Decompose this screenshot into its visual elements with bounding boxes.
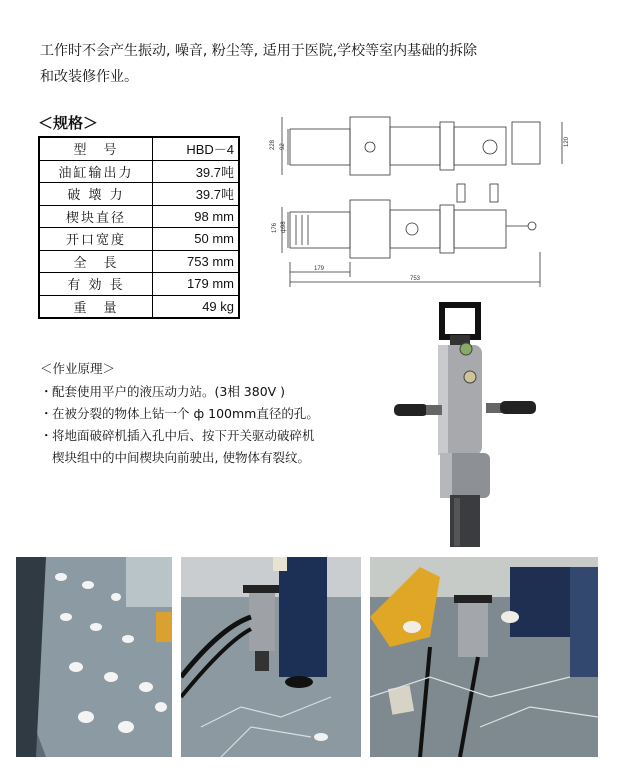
principle-section — [40, 358, 370, 469]
dim-outer-diameter: 176 — [272, 222, 278, 233]
dim-total-height: 228 — [270, 139, 276, 150]
principle-heading: ＜作业原理＞ — [40, 361, 116, 376]
spec-value: 50 mm — [153, 228, 240, 251]
dim-inner-height: 92 — [280, 143, 286, 150]
splitter-photo — [390, 295, 540, 550]
spec-row — [39, 183, 239, 206]
principle-item: ・ 在被分裂的物体上钻一个 ф 100mm直径的孔。 — [40, 403, 370, 425]
spec-row — [39, 295, 239, 318]
dim-wedge-diameter: ф98 — [281, 221, 287, 233]
spec-label: 有 効 長 — [39, 273, 153, 296]
dim-right-height: 120 — [564, 136, 570, 147]
spec-value: 753 mm — [153, 250, 240, 273]
spec-label: 重 量 — [39, 295, 153, 318]
spec-value: 179 mm — [153, 273, 240, 296]
spec-label: 油缸输出力 — [39, 160, 153, 183]
dim-total-length: 753 — [410, 276, 421, 282]
intro-line-1: 工作时不会产生振动, 噪音, 粉尘等, 适用于医院,学校等室内基础的拆除 — [40, 43, 478, 59]
spec-value: 39.7吨 — [153, 183, 240, 206]
bullet-icon: ・ — [40, 384, 53, 399]
principle-item: ・ 配套使用平户的液压动力站。(3相 380V ) — [40, 381, 370, 403]
principle-item: ・ 将地面破碎机插入孔中后、按下开关驱动破碎机 — [40, 425, 370, 447]
spec-row — [39, 250, 239, 273]
site-photo-splitting — [370, 557, 598, 757]
intro-line-2: 和改装修作业。 — [40, 69, 138, 85]
spec-value: 98 mm — [153, 205, 240, 228]
spec-row — [39, 160, 239, 183]
spec-title: ＜规格＞ — [38, 114, 99, 132]
technical-drawing — [262, 102, 592, 294]
spec-row — [39, 228, 239, 251]
spec-row — [39, 205, 239, 228]
spec-row — [39, 273, 239, 296]
spec-label: 全 長 — [39, 250, 153, 273]
spec-row — [39, 137, 239, 160]
intro-paragraph — [40, 38, 600, 90]
spec-table — [38, 136, 240, 319]
site-photo-drilled-floor — [16, 557, 172, 757]
site-photo-operator — [181, 557, 361, 757]
spec-value: 39.7吨 — [153, 160, 240, 183]
dim-effective-length: 179 — [314, 266, 325, 272]
spec-label: 楔块直径 — [39, 205, 153, 228]
spec-label: 破 壊 力 — [39, 183, 153, 206]
principle-continuation: 楔块组中的中间楔块向前驶出, 使物体有裂纹。 — [52, 450, 310, 465]
spec-label: 型 号 — [39, 137, 153, 160]
spec-value: HBD－4 — [153, 137, 240, 160]
bullet-icon: ・ — [40, 406, 53, 421]
spec-label: 开口宽度 — [39, 228, 153, 251]
bullet-icon: ・ — [40, 428, 53, 443]
spec-value: 49 kg — [153, 295, 240, 318]
